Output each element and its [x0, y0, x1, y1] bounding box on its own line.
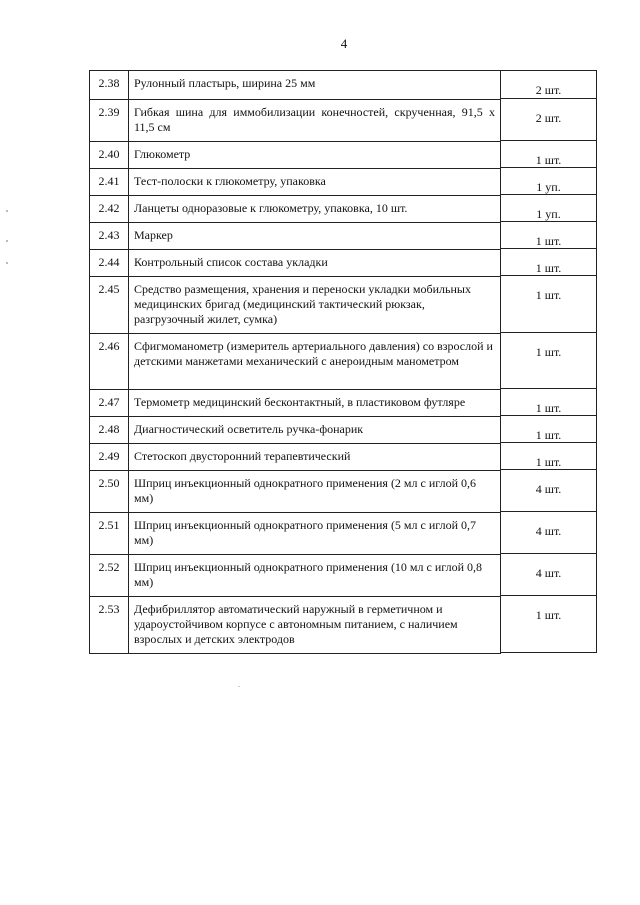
item-quantity: 1 шт. — [501, 443, 597, 470]
item-quantity: 4 шт. — [501, 554, 597, 596]
item-quantity: 1 шт. — [501, 333, 597, 389]
item-quantity: 4 шт. — [501, 512, 597, 554]
table-row — [90, 471, 501, 513]
page-number: 4 — [340, 36, 348, 51]
item-number: 2.38 — [90, 71, 129, 100]
item-number: 2.42 — [90, 196, 129, 223]
item-quantity: 1 шт. — [501, 416, 597, 443]
scan-mark — [6, 240, 8, 242]
item-quantity: 4 шт. — [501, 470, 597, 512]
scan-mark — [6, 262, 8, 264]
item-name: Шприц инъекционный однократного применения (10 мл с иглой 0,8 мм) — [129, 555, 501, 597]
item-number: 2.39 — [90, 100, 129, 142]
table-row — [90, 196, 501, 223]
item-name: Ланцеты одноразовые к глюкометру, упаковка, 10 шт. — [129, 196, 501, 223]
table-row — [90, 555, 501, 597]
equipment-table — [89, 70, 501, 654]
table-row — [90, 71, 501, 100]
item-quantity: 1 шт. — [501, 249, 597, 276]
item-name: Маркер — [129, 223, 501, 250]
item-number: 2.52 — [90, 555, 129, 597]
scan-mark — [6, 210, 8, 212]
item-quantity: 1 уп. — [501, 168, 597, 195]
item-name: Средство размещения, хранения и переноски укладки мобильных медицинских бригад (медицинский тактический рюкзак, разгрузочный жилет, сумка) — [129, 277, 501, 334]
table-row — [90, 223, 501, 250]
item-name: Сфигмоманометр (измеритель артериального давления) со взрослой и детскими манжетами механический с анероидным манометром — [129, 334, 501, 390]
item-number: 2.46 — [90, 334, 129, 390]
table-row — [90, 169, 501, 196]
item-name: Шприц инъекционный однократного применения (5 мл с иглой 0,7 мм) — [129, 513, 501, 555]
item-number: 2.41 — [90, 169, 129, 196]
item-name: Контрольный список состава укладки — [129, 250, 501, 277]
item-number: 2.44 — [90, 250, 129, 277]
table-row — [90, 597, 501, 654]
table-row — [90, 100, 501, 142]
item-name: Диагностический осветитель ручка-фонарик — [129, 417, 501, 444]
item-quantity: 1 шт. — [501, 141, 597, 168]
table-row — [90, 142, 501, 169]
item-name: Гибкая шина для иммобилизации конечностей, скрученная, 91,5 х 11,5 см — [129, 100, 501, 142]
item-number: 2.49 — [90, 444, 129, 471]
table-row — [90, 390, 501, 417]
item-number: 2.45 — [90, 277, 129, 334]
table-row — [90, 334, 501, 390]
table-row — [90, 513, 501, 555]
scan-dot — [238, 686, 240, 687]
item-quantity: 1 шт. — [501, 276, 597, 333]
item-name: Рулонный пластырь, ширина 25 мм — [129, 71, 501, 100]
item-quantity: 2 шт. — [501, 99, 597, 141]
item-quantity: 1 шт. — [501, 596, 597, 653]
item-name: Термометр медицинский бесконтактный, в пластиковом футляре — [129, 390, 501, 417]
item-number: 2.48 — [90, 417, 129, 444]
item-quantity: 2 шт. — [501, 70, 597, 99]
item-number: 2.47 — [90, 390, 129, 417]
item-quantity: 1 шт. — [501, 389, 597, 416]
item-number: 2.43 — [90, 223, 129, 250]
item-quantity: 1 уп. — [501, 195, 597, 222]
item-name: Шприц инъекционный однократного применения (2 мл с иглой 0,6 мм) — [129, 471, 501, 513]
table-row — [90, 444, 501, 471]
item-quantity: 1 шт. — [501, 222, 597, 249]
item-name: Стетоскоп двусторонний терапевтический — [129, 444, 501, 471]
item-name: Тест-полоски к глюкометру, упаковка — [129, 169, 501, 196]
quantity-column — [501, 70, 597, 653]
item-number: 2.40 — [90, 142, 129, 169]
table-row — [90, 417, 501, 444]
item-number: 2.50 — [90, 471, 129, 513]
item-number: 2.51 — [90, 513, 129, 555]
table-row — [90, 277, 501, 334]
item-number: 2.53 — [90, 597, 129, 654]
item-name: Глюкометр — [129, 142, 501, 169]
item-name: Дефибриллятор автоматический наружный в герметичном и ударoустойчивом корпусе с автономным питанием, с наличием взрослых и детских электродов — [129, 597, 501, 654]
table-row — [90, 250, 501, 277]
